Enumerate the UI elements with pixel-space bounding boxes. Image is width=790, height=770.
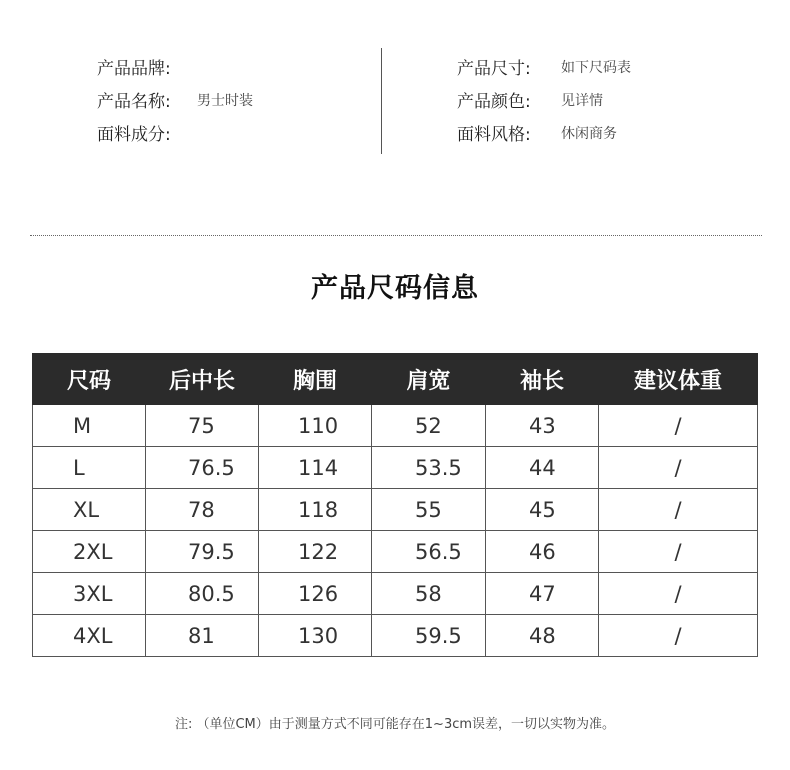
info-value: 如下尺码表 bbox=[561, 59, 631, 76]
table-cell: 55 bbox=[372, 489, 486, 531]
table-cell: 53.5 bbox=[372, 447, 486, 489]
table-cell: 44 bbox=[486, 447, 599, 489]
vertical-divider bbox=[381, 48, 382, 154]
table-cell: 52 bbox=[372, 405, 486, 447]
product-info-left-column bbox=[97, 50, 253, 149]
info-label: 面料风格: bbox=[457, 125, 531, 145]
info-value: 休闲商务 bbox=[561, 125, 617, 142]
column-header: 胸围 bbox=[259, 354, 372, 405]
info-row-size bbox=[457, 50, 631, 83]
table-cell: 81 bbox=[146, 615, 259, 657]
table-cell: XL bbox=[33, 489, 146, 531]
info-value: 见详情 bbox=[561, 92, 603, 109]
table-cell: 126 bbox=[259, 573, 372, 615]
table-cell: 4XL bbox=[33, 615, 146, 657]
dotted-divider bbox=[30, 235, 762, 236]
info-row-name bbox=[97, 83, 253, 116]
size-table bbox=[32, 353, 758, 657]
table-row bbox=[33, 615, 758, 657]
table-cell: 48 bbox=[486, 615, 599, 657]
table-cell: 78 bbox=[146, 489, 259, 531]
table-cell: / bbox=[599, 405, 758, 447]
table-cell: 3XL bbox=[33, 573, 146, 615]
table-cell: 114 bbox=[259, 447, 372, 489]
table-cell: / bbox=[599, 573, 758, 615]
table-cell: 118 bbox=[259, 489, 372, 531]
info-label: 产品尺寸: bbox=[457, 59, 531, 79]
table-cell: 47 bbox=[486, 573, 599, 615]
table-cell: 75 bbox=[146, 405, 259, 447]
column-header: 建议体重 bbox=[599, 354, 758, 405]
table-row bbox=[33, 531, 758, 573]
info-label: 产品颜色: bbox=[457, 92, 531, 112]
table-header-row bbox=[33, 354, 758, 405]
info-row-fabric bbox=[97, 116, 253, 149]
table-cell: 43 bbox=[486, 405, 599, 447]
table-cell: 110 bbox=[259, 405, 372, 447]
info-label: 面料成分: bbox=[97, 125, 171, 145]
section-title: 产品尺码信息 bbox=[311, 273, 479, 304]
table-row bbox=[33, 405, 758, 447]
footnote: 注: （单位CM）由于测量方式不同可能存在1~3cm误差，一切以实物为准。 bbox=[174, 717, 616, 732]
table-cell: 130 bbox=[259, 615, 372, 657]
table-cell: 122 bbox=[259, 531, 372, 573]
info-value: 男士时装 bbox=[197, 92, 253, 109]
table-cell: 56.5 bbox=[372, 531, 486, 573]
table-cell: 2XL bbox=[33, 531, 146, 573]
table-cell: 59.5 bbox=[372, 615, 486, 657]
product-info-panel bbox=[0, 46, 790, 156]
table-cell: / bbox=[599, 447, 758, 489]
column-header: 后中长 bbox=[146, 354, 259, 405]
table-cell: 76.5 bbox=[146, 447, 259, 489]
table-cell: 79.5 bbox=[146, 531, 259, 573]
product-info-right-column bbox=[457, 50, 631, 149]
table-cell: L bbox=[33, 447, 146, 489]
table-cell: 45 bbox=[486, 489, 599, 531]
table-row bbox=[33, 447, 758, 489]
table-cell: M bbox=[33, 405, 146, 447]
table-cell: 46 bbox=[486, 531, 599, 573]
table-cell: / bbox=[599, 489, 758, 531]
table-row bbox=[33, 573, 758, 615]
table-cell: 58 bbox=[372, 573, 486, 615]
table-row bbox=[33, 489, 758, 531]
info-label: 产品品牌: bbox=[97, 59, 171, 79]
info-row-brand bbox=[97, 50, 253, 83]
column-header: 袖长 bbox=[486, 354, 599, 405]
info-row-color bbox=[457, 83, 631, 116]
info-label: 产品名称: bbox=[97, 92, 171, 112]
info-row-style bbox=[457, 116, 631, 149]
column-header: 尺码 bbox=[33, 354, 146, 405]
column-header: 肩宽 bbox=[372, 354, 486, 405]
table-cell: 80.5 bbox=[146, 573, 259, 615]
table-cell: / bbox=[599, 531, 758, 573]
table-cell: / bbox=[599, 615, 758, 657]
